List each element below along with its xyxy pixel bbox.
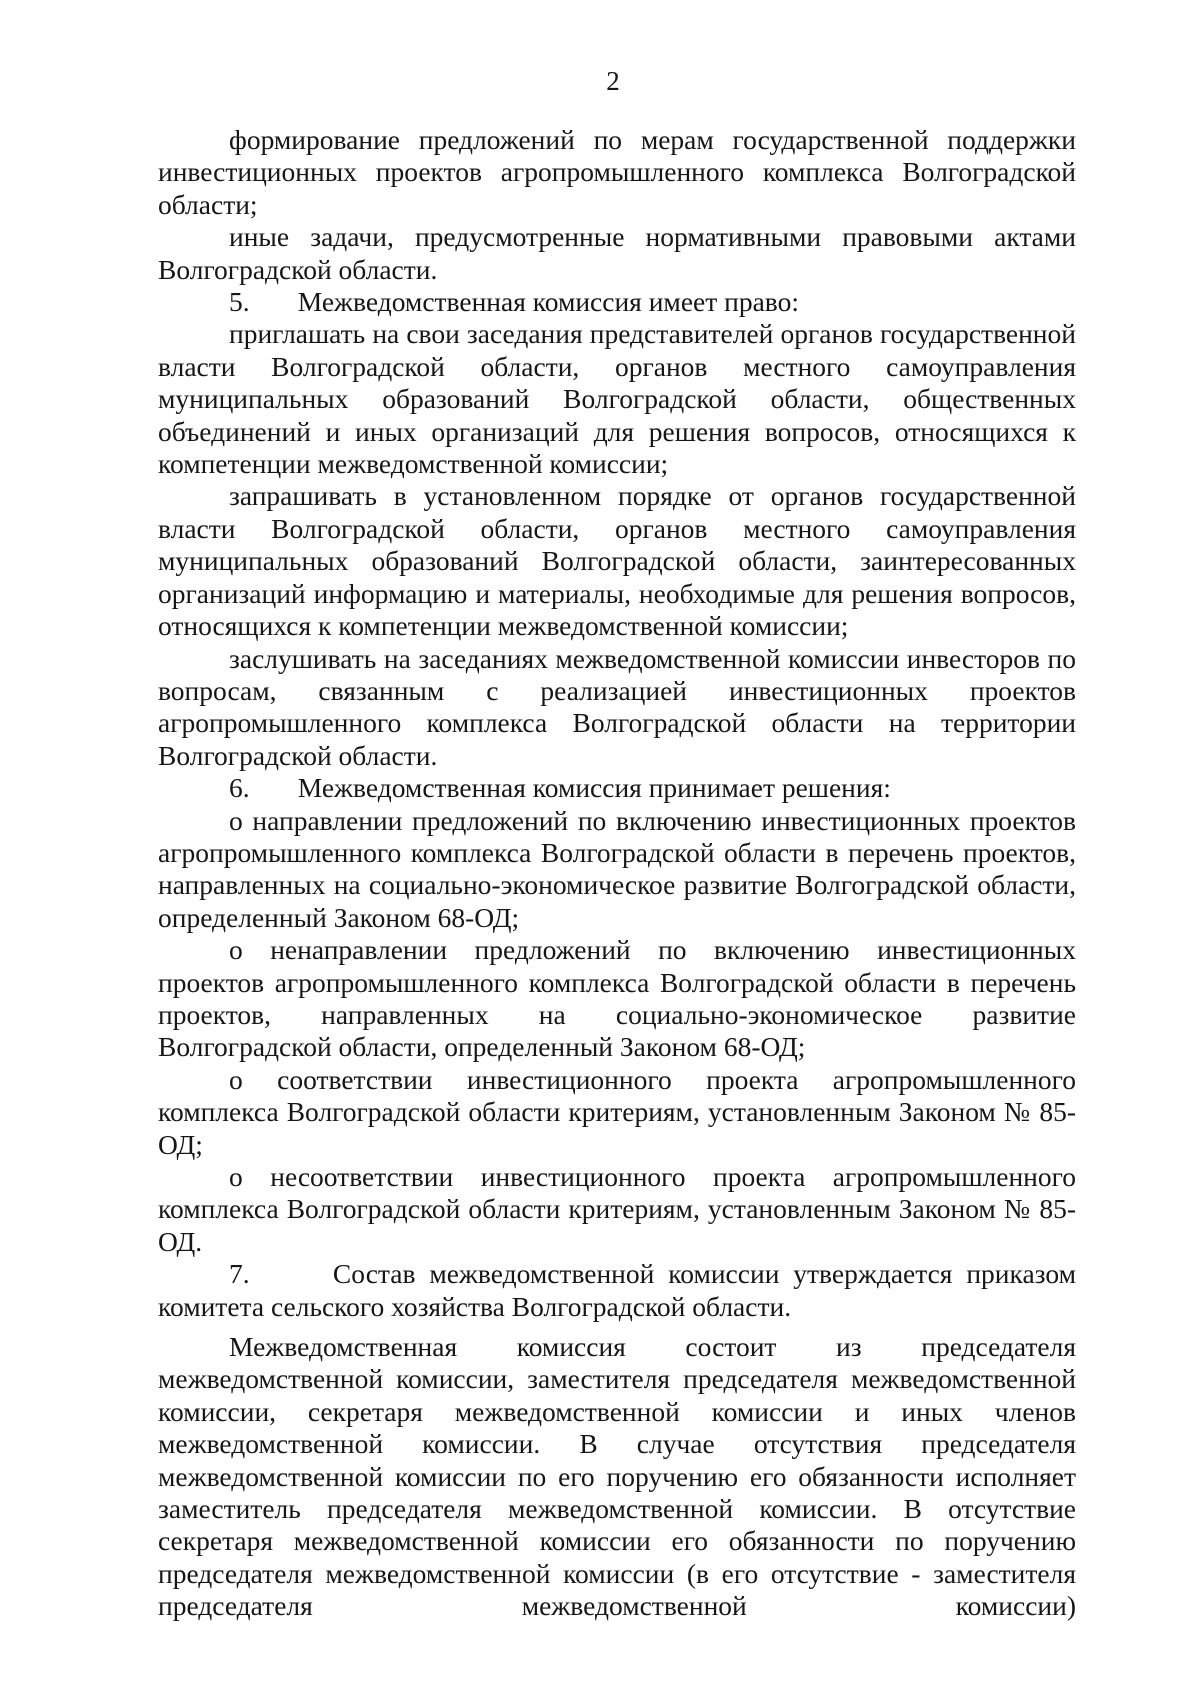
paragraph-decision-direct: о направлении предложений по включению инвестиционных проектов агропромышленного комплекса Волгоградской области в перечень проектов, направленных на социально-экономическое развитие Волгоградской области, определенный Законом 68-ОД; (158, 804, 1076, 933)
paragraph-right-invite: приглашать на свои заседания представителей органов государственной власти Волгоградской области, органов местного самоуправления муниципальных образований Волгоградской области, общественных объединений и иных организаций для решения вопросов, относящихся к компетенции межведомственной комиссии; (158, 318, 1076, 480)
page-number: 2 (606, 66, 620, 96)
paragraph-composition: Межведомственная комиссия состоит из председателя межведомственной комиссии, заместителя председателя межведомственной комиссии, секретаря межведомственной комиссии и иных членов межведомственной комиссии. В случае отсутствия председателя межведомственной комиссии по его поручению его обязанности исполняет заместитель председателя межведомственной комиссии. В отсутствие секретаря межведомственной комиссии его обязанности по поручению председателя межведомственной комиссии (в его отсутствие - заместителя председателя межведомственной комиссии) (158, 1331, 1076, 1622)
paragraph-decision-compliance: о соответствии инвестиционного проекта агропромышленного комплекса Волгоградской области критериям, установленным Законом № 85-ОД; (158, 1063, 1076, 1160)
paragraph-item-5: 5. Межведомственная комиссия имеет право: (229, 286, 799, 318)
paragraph-tasks-other: иные задачи, предусмотренные нормативными правовыми актами Волгоградской области. (158, 221, 1076, 285)
paragraph-tasks-proposals: формирование предложений по мерам государственной поддержки инвестиционных проектов агропромышленного комплекса Волгоградской области; (158, 124, 1076, 220)
paragraph-item-7: 7. Состав межведомственной комиссии утверждается приказом комитета сельского хозяйства Волгоградской области. (158, 1258, 1076, 1322)
paragraph-right-hear: заслушивать на заседаниях межведомственной комиссии инвесторов по вопросам, связанным с реализацией инвестиционных проектов агропромышленного комплекса Волгоградской области на территории Волгоградской области. (158, 642, 1076, 771)
paragraph-item-6: 6. Межведомственная комиссия принимает решения: (229, 772, 891, 804)
paragraph-right-request: запрашивать в установленном порядке от органов государственной власти Волгоградской области, органов местного самоуправления муниципальных образований Волгоградской области, заинтересованных организаций информацию и материалы, необходимые для решения вопросов, относящихся к компетенции межведомственной комиссии; (158, 480, 1076, 642)
document-body (158, 124, 1076, 1623)
paragraph-decision-not-direct: о ненаправлении предложений по включению инвестиционных проектов агропромышленного комплекса Волгоградской области в перечень проектов, направленных на социально-экономическое развитие Волгоградской области, определенный Законом 68-ОД; (158, 934, 1076, 1063)
paragraph-decision-noncompliance: о несоответствии инвестиционного проекта агропромышленного комплекса Волгоградской области критериям, установленным Законом № 85-ОД. (158, 1161, 1076, 1257)
